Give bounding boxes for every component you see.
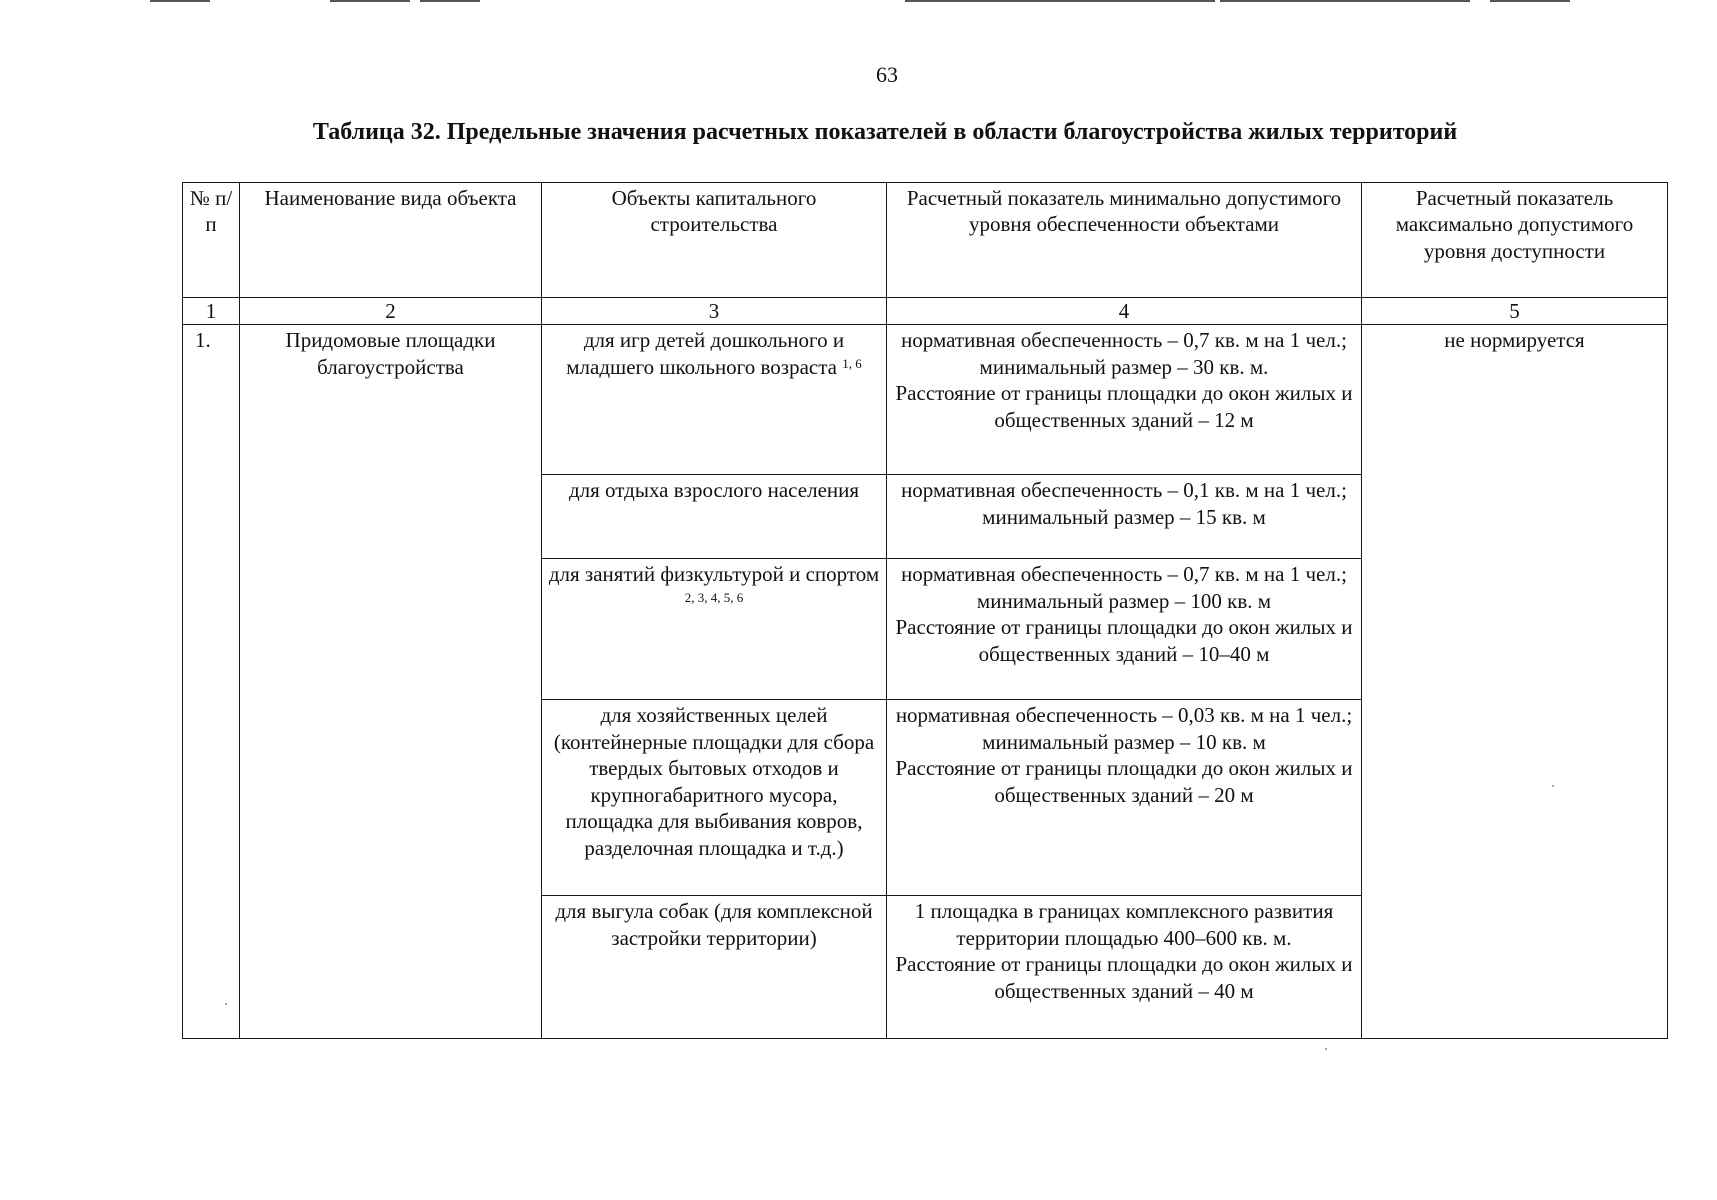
scan-artifact [150,0,210,2]
capital-object [542,325,887,475]
header-max-accessibility: Расчетный показатель максимально допустимого уровня доступности [1362,183,1668,298]
capital-object-text: для выгула собак (для комплексной застройки территории) [555,899,873,950]
scan-artifact [1220,0,1470,2]
column-number: 2 [240,298,542,325]
table-title: Таблица 32. Предельные значения расчетных показателей в области благоустройства жилых территорий [312,119,1458,145]
min-provision [887,325,1362,475]
header-capital-objects: Объекты капитального строительства [542,183,887,298]
capital-object [542,896,887,1039]
provision-line: Расстояние от границы площадки до окон жилых и общественных зданий – 40 м [895,952,1353,1003]
column-number-row [183,298,1668,325]
capital-object [542,700,887,896]
page-number: 63 [876,62,898,87]
header-row [183,183,1668,298]
footnote-ref: 1, 6 [842,355,862,371]
footnote-ref: 2, 3, 4, 5, 6 [684,589,744,605]
table-row [183,325,1668,475]
provision-line: минимальный размер – 100 кв. м [976,588,1272,613]
min-provision [887,896,1362,1039]
capital-object-text: для отдыха взрослого населения [568,478,860,503]
column-number: 1 [183,298,240,325]
scan-artifact [905,0,1215,2]
column-number: 4 [887,298,1362,325]
object-type-name: Придомовые площадки благоустройства [240,325,542,1039]
provision-line: нормативная обеспеченность – 0,7 кв. м на 1 чел.; [901,562,1347,587]
scan-speck [1325,1048,1327,1050]
provision-line: минимальный размер – 15 кв. м [982,504,1266,529]
provision-line: минимальный размер – 30 кв. м. [979,354,1269,379]
column-number: 3 [542,298,887,325]
header-min-provision: Расчетный показатель минимально допустимого уровня обеспеченности объектами [887,183,1362,298]
row-number: 1. [183,325,240,1039]
provision-line: 1 площадка в границах комплексного развития территории площадью 400–600 кв. м. [914,899,1334,950]
column-number: 5 [1362,298,1668,325]
min-provision [887,475,1362,559]
provision-line: нормативная обеспеченность – 0,03 кв. м на 1 чел.; [895,703,1353,728]
header-object-type: Наименование вида объекта [240,183,542,298]
capital-object-text: для игр детей дошкольного и младшего школьного возраста [566,328,845,379]
provision-line: минимальный размер – 10 кв. м [982,729,1266,754]
standards-table [182,182,1668,1039]
capital-object [542,475,887,559]
provision-line: Расстояние от границы площадки до окон жилых и общественных зданий – 12 м [895,381,1353,432]
scan-artifact [330,0,410,2]
capital-object-text: для занятий физкультурой и спортом [548,562,880,587]
provision-line: Расстояние от границы площадки до окон жилых и общественных зданий – 10–40 м [895,615,1353,666]
provision-line: Расстояние от границы площадки до окон жилых и общественных зданий – 20 м [895,756,1353,807]
capital-object-text: для хозяйственных целей (контейнерные площадки для сбора твердых бытовых отходов и крупногабаритного мусора, площадка для выбивания ковров, разделочная площадка и т.д.) [553,703,875,860]
scan-artifact [420,0,480,2]
provision-line: нормативная обеспеченность – 0,1 кв. м на 1 чел.; [901,478,1347,503]
min-provision [887,700,1362,896]
min-provision [887,559,1362,700]
header-number: № п/п [183,183,240,298]
scan-artifact [1490,0,1570,2]
max-accessibility: не нормируется [1362,325,1668,1039]
capital-object [542,559,887,700]
provision-line: нормативная обеспеченность – 0,7 кв. м на 1 чел.; [901,328,1347,353]
